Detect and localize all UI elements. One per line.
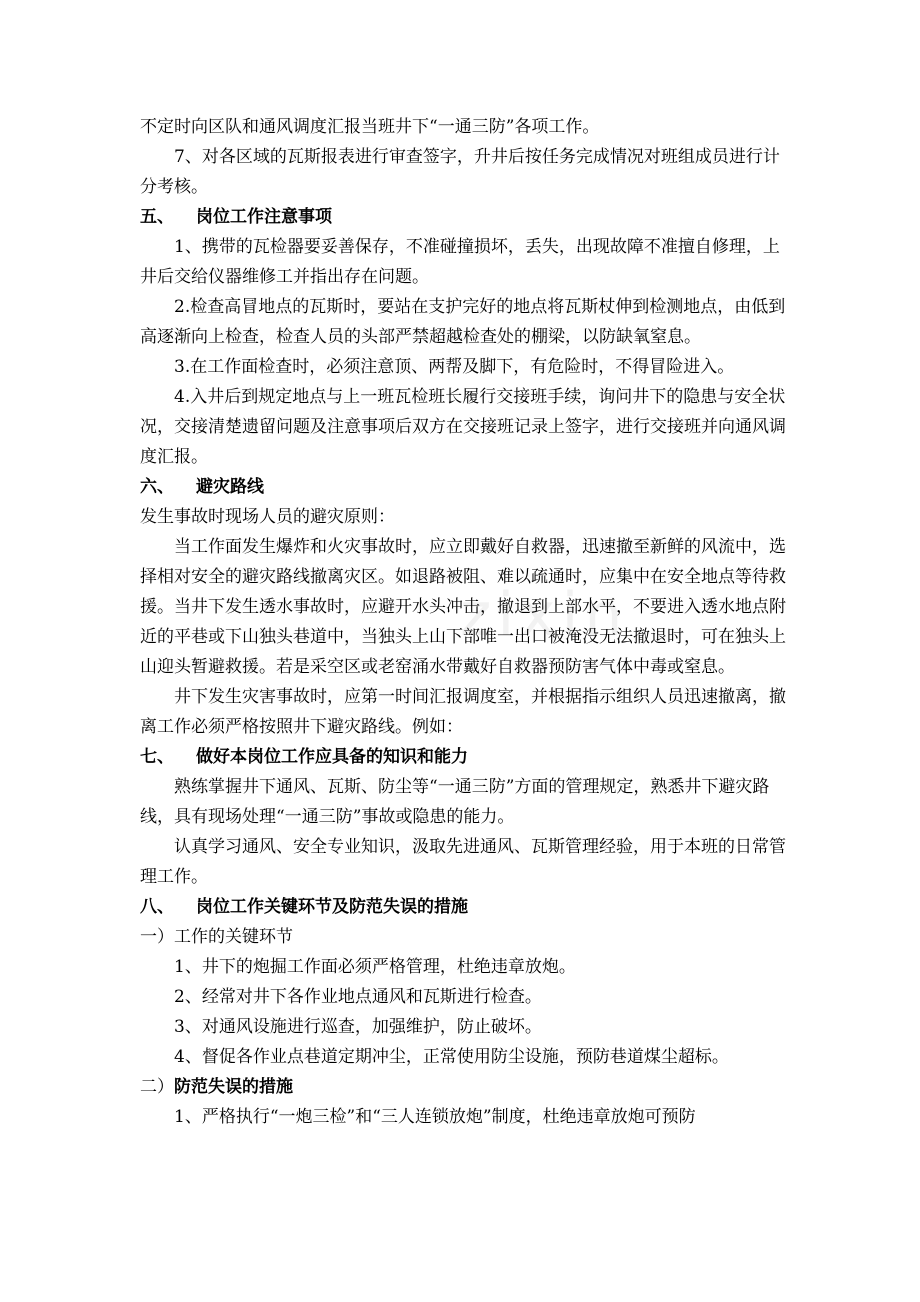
body-paragraph: 4.入井后到规定地点与上一班瓦检班长履行交接班手续，询问井下的隐患与安全状况，交接清楚遗留问题及注意事项后双方在交接班记录上签字，进行交接班并向通风调度汇报。 xyxy=(140,387,786,467)
section-title: 避灾路线 xyxy=(196,477,264,497)
section-heading xyxy=(140,742,788,772)
body-paragraph: 7、对各区域的瓦斯报表进行审查签字，升井后按任务完成情况对班组成员进行计分考核。 xyxy=(140,147,780,197)
body-paragraph: 熟练掌握井下通风、瓦斯、防尘等“一通三防”方面的管理规定，熟悉井下避灾路线，具有现场处理“一通三防”事故或隐患的能力。 xyxy=(140,777,770,827)
body-paragraph: 3、对通风设施进行巡查，加强维护，防止破坏。 xyxy=(174,1017,542,1037)
body-paragraph: 1、携带的瓦检器要妥善保存，不准碰撞损坏，丢失，出现故障不准擅自修理，上井后交给仪器维修工并指出存在问题。 xyxy=(140,237,780,287)
body-paragraph: 发生事故时现场人员的避灾原则： xyxy=(140,507,395,527)
section-title: 岗位工作关键环节及防范失误的措施 xyxy=(196,897,468,917)
body-paragraph: 当工作面发生爆炸和火灾事故时，应立即戴好自救器，迅速撤至新鲜的风流中，选择相对安全的避灾路线撤离灾区。如退路被阻、难以疏通时，应集中在安全地点等待救援。当井下发生透水事故时，应避开水头冲击，撤退到上部水平，不要进入透水地点附近的平巷或下山独头巷道中，当独头上山下部唯一出口被淹没无法撤退时，可在独头上山迎头暂避救援。若是采空区或老窑涌水带戴好自救器预防害气体中毒或窒息。 xyxy=(140,537,786,677)
section-number: 七、 xyxy=(140,747,174,767)
body-paragraph: 1、严格执行“一炮三检”和“三人连锁放炮”制度，杜绝违章放炮可预防 xyxy=(174,1107,696,1127)
body-paragraph: 3.在工作面检查时，必须注意顶、两帮及脚下，有危险时，不得冒险进入。 xyxy=(174,357,735,377)
section-number: 八、 xyxy=(140,897,174,917)
watermark: zixin xyxy=(460,580,629,650)
section-title: 岗位工作注意事项 xyxy=(196,207,332,227)
section-heading xyxy=(140,892,788,922)
subsection-heading xyxy=(140,1072,788,1102)
document-body xyxy=(140,112,788,1132)
body-paragraph: 一）工作的关键环节 xyxy=(140,927,293,947)
section-title: 做好本岗位工作应具备的知识和能力 xyxy=(196,747,468,767)
section-number: 六、 xyxy=(140,477,174,497)
body-paragraph: 2、经常对井下各作业地点通风和瓦斯进行检查。 xyxy=(174,987,542,1007)
subsection-prefix: 二） xyxy=(140,1077,174,1097)
section-number: 五、 xyxy=(140,207,174,227)
body-paragraph: 井下发生灾害事故时，应第一时间汇报调度室，并根据指示组织人员迅速撤离，撤离工作必须严格按照井下避灾路线。例如： xyxy=(140,687,786,737)
section-heading xyxy=(140,202,788,232)
body-paragraph: 不定时向区队和通风调度汇报当班井下“一通三防”各项工作。 xyxy=(140,117,600,137)
body-paragraph: 1、井下的炮掘工作面必须严格管理，杜绝违章放炮。 xyxy=(174,957,576,977)
body-paragraph: 2.检查高冒地点的瓦斯时，要站在支护完好的地点将瓦斯杖伸到检测地点，由低到高逐渐向上检查，检查人员的头部严禁超越检查处的棚梁，以防缺氧窒息。 xyxy=(140,297,786,347)
subsection-title: 防范失误的措施 xyxy=(174,1077,293,1097)
body-paragraph: 认真学习通风、安全专业知识，汲取先进通风、瓦斯管理经验，用于本班的日常管理工作。 xyxy=(140,837,786,887)
section-heading xyxy=(140,472,788,502)
body-paragraph: 4、督促各作业点巷道定期冲尘，正常使用防尘设施，预防巷道煤尘超标。 xyxy=(174,1047,729,1067)
